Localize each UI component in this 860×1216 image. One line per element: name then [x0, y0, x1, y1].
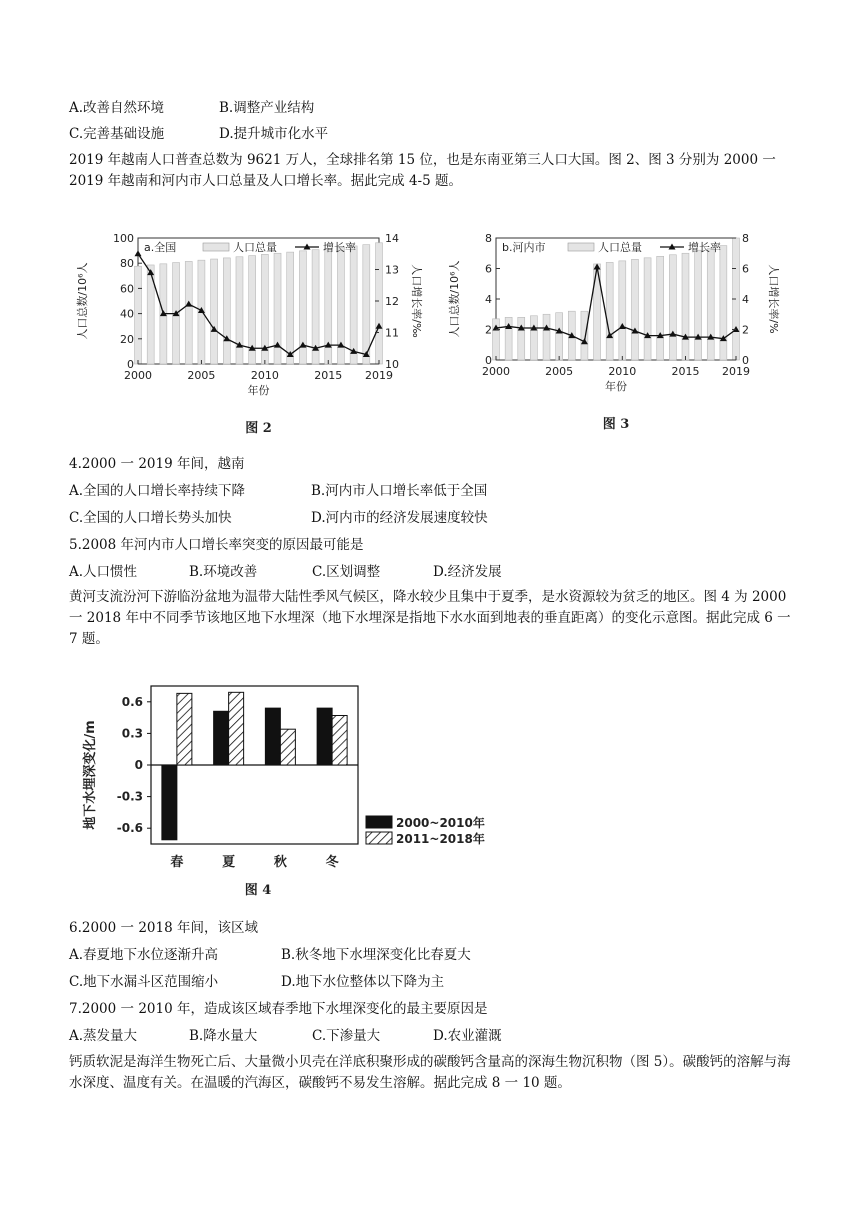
option-a: A.蒸发量大 [69, 1028, 138, 1044]
y-axis-tick-label: 0.3 [121, 726, 143, 741]
left-axis-tick-label: 60 [120, 282, 134, 296]
right-axis-tick-label: 10 [385, 358, 399, 371]
bar-2000-2010 [214, 711, 229, 765]
option-c: C.下渗量大 [312, 1028, 381, 1044]
population-bar [581, 311, 588, 360]
legend-rate-label: 增长率 [688, 241, 721, 254]
population-bar [518, 317, 525, 360]
left-axis-tick-label: 2 [485, 323, 492, 337]
population-bar [556, 313, 563, 360]
q6-stem: 6.2000 一 2018 年间，该区域 [69, 920, 258, 936]
option-b: B.环境改善 [189, 564, 258, 580]
option-b: B.降水量大 [189, 1028, 258, 1044]
legend-population-label: 人口总量 [233, 241, 277, 254]
figure-caption: 图 3 [602, 417, 630, 432]
figure-4-chart [78, 676, 498, 904]
population-bar [363, 245, 370, 364]
right-axis-tick-label: 11 [385, 326, 399, 340]
bar-2011-2018 [177, 693, 192, 765]
y-axis-tick-label: -0.3 [116, 789, 143, 804]
population-bar [657, 256, 664, 360]
right-axis-tick-label: 8 [742, 232, 749, 245]
population-bar [720, 246, 727, 360]
y-axis-tick-label: 0.6 [121, 694, 143, 709]
option-c: C.区划调整 [312, 564, 381, 580]
q4-options-row2 [69, 509, 488, 527]
left-axis-tick-label: 0 [485, 354, 492, 367]
q5-options [69, 563, 502, 581]
x-axis-tick-label: 2010 [608, 365, 637, 378]
x-axis-tick-label: 2005 [545, 365, 574, 378]
q4-stem: 4.2000 一 2019 年间，越南 [69, 456, 245, 472]
left-axis-tick-label: 20 [120, 332, 134, 346]
category-label: 春 [170, 855, 184, 870]
population-bar [707, 249, 714, 360]
y-axis-tick-label: 0 [134, 758, 143, 772]
legend-rate-label: 增长率 [323, 241, 356, 254]
right-axis-tick-label: 14 [385, 232, 399, 245]
legend-population-label: 人口总量 [598, 241, 642, 254]
population-bar [287, 252, 294, 364]
left-axis-title: 人口总数/10⁶人 [448, 260, 461, 338]
figure-3-chart [448, 210, 798, 442]
intro-4-5: 2019 年越南人口普查总数为 9621 万人，全球排名第 15 位，也是东南亚第三人口大国。图 2、图 3 分别为 2000 一 2019 年越南和河内市人口总量及人口增长率。据此完成 4-5 题。 [69, 152, 776, 189]
legend-population-swatch [568, 243, 594, 251]
x-axis-tick-label: 2005 [187, 369, 216, 382]
right-axis-tick-label: 13 [385, 263, 399, 277]
population-bar [543, 314, 550, 360]
option-c: C.完善基础设施 [69, 126, 165, 142]
left-axis-tick-label: 6 [485, 262, 492, 276]
right-axis-title: 人口增长率/‰ [410, 264, 423, 338]
left-axis-title: 人口总数/10⁶人 [76, 262, 89, 340]
left-axis-tick-label: 8 [485, 232, 492, 245]
population-bar [376, 243, 383, 364]
x-axis-tick-label: 2000 [482, 365, 510, 378]
q3-options-row1 [69, 99, 314, 117]
q7-stem: 7.2000 一 2010 年，造成该区域春季地下水埋深变化的最主要原因是 [69, 1001, 488, 1017]
x-axis-tick-label: 2010 [250, 369, 279, 382]
legend-2000-2010-swatch [366, 816, 392, 828]
option-d: D.经济发展 [433, 564, 502, 580]
figure-caption: 图 4 [244, 883, 272, 898]
right-axis-tick-label: 0 [742, 354, 749, 367]
bar-2011-2018 [332, 715, 347, 765]
left-axis-tick-label: 100 [113, 232, 134, 245]
option-b: B.河内市人口增长率低于全国 [311, 483, 488, 499]
legend-population-swatch [203, 243, 229, 251]
figure-2-chart [68, 212, 448, 444]
option-b: B.调整产业结构 [219, 100, 315, 116]
bar-2011-2018 [229, 692, 244, 765]
option-d: D.农业灌溉 [433, 1028, 502, 1044]
option-c: C.全国的人口增长势头加快 [69, 510, 232, 526]
q6-options-row2 [69, 973, 444, 991]
left-axis-tick-label: 80 [120, 257, 134, 271]
figure-caption: 图 2 [245, 421, 272, 436]
panel-label: a.全国 [144, 241, 177, 254]
x-axis-tick-label: 2015 [671, 365, 700, 378]
x-axis-tick-label: 2000 [124, 369, 152, 382]
option-d: D.河内市的经济发展速度较快 [311, 510, 488, 526]
legend-2000-2010-label: 2000~2010年 [396, 816, 485, 830]
y-axis-tick-label: -0.6 [116, 821, 143, 836]
right-axis-tick-label: 2 [742, 323, 749, 337]
population-bar [223, 258, 230, 364]
q3-options-row2 [69, 125, 328, 143]
x-axis-tick-label: 2015 [314, 369, 343, 382]
population-bar [236, 257, 243, 364]
option-a: A.改善自然环境 [69, 100, 165, 116]
q5-stem: 5.2008 年河内市人口增长率突变的原因最可能是 [69, 537, 364, 553]
population-bar [211, 259, 218, 364]
population-bar [631, 259, 638, 360]
category-label: 秋 [273, 855, 287, 870]
x-axis-tick-label: 2019 [365, 369, 393, 382]
legend-2011-2018-swatch [366, 832, 392, 844]
y-axis-title: 地下水埋深变化/m [83, 720, 98, 830]
bar-2000-2010 [265, 708, 280, 765]
population-bar [644, 258, 651, 360]
population-bar [350, 246, 357, 364]
option-a: A.全国的人口增长率持续下降 [69, 483, 246, 499]
option-c: C.地下水漏斗区范围缩小 [69, 974, 219, 990]
bar-2000-2010 [162, 765, 177, 840]
bar-2000-2010 [317, 708, 332, 765]
right-axis-title: 人口增长率/% [767, 264, 780, 334]
category-label: 夏 [222, 855, 236, 870]
q7-options [69, 1027, 502, 1045]
x-axis-title: 年份 [247, 384, 270, 397]
intro-8-10: 钙质软泥是海洋生物死亡后、大量微小贝壳在洋底积聚形成的碳酸钙含量高的深海生物沉积物（图 5）。碳酸钙的溶解与海水深度、温度有关。在温暖的汽海区，碳酸钙不易发生溶解。据此完成 8 一 10 题。 [69, 1054, 791, 1091]
right-axis-tick-label: 6 [742, 262, 749, 276]
intro-6-7: 黄河支流汾河下游临汾盆地为温带大陆性季风气候区，降水较少且集中于夏季，是水资源较为贫乏的地区。图 4 为 2000 一 2018 年中不同季节该地区地下水埋深（地下水埋深是指地下水水面到地表的垂直距离）的变化示意图。据此完成 6 一 7 题。 [69, 589, 791, 647]
population-bar [530, 316, 537, 360]
option-a: A.人口惯性 [69, 564, 138, 580]
q4-options-row1 [69, 482, 487, 500]
population-bar [606, 262, 613, 360]
category-label: 冬 [325, 855, 339, 870]
population-bar [185, 261, 192, 364]
option-a: A.春夏地下水位逐渐升高 [69, 947, 219, 963]
left-axis-tick-label: 40 [120, 307, 134, 321]
population-bar [619, 261, 626, 360]
population-bar [135, 266, 142, 364]
q6-options-row1 [69, 946, 471, 964]
right-axis-tick-label: 12 [385, 295, 399, 308]
option-b: B.秋冬地下水埋深变化比春夏大 [281, 947, 471, 963]
x-axis-title: 年份 [605, 380, 627, 393]
option-d: D.地下水位整体以下降为主 [281, 974, 445, 990]
x-axis-tick-label: 2019 [722, 365, 750, 378]
right-axis-tick-label: 4 [742, 293, 749, 306]
population-bar [682, 253, 689, 360]
option-d: D.提升城市化水平 [219, 126, 329, 142]
left-axis-tick-label: 0 [127, 358, 134, 371]
population-bar [669, 255, 676, 360]
panel-label: b.河内市 [502, 241, 546, 254]
bar-2011-2018 [280, 729, 295, 765]
growth-rate-point [135, 250, 142, 256]
legend-2011-2018-label: 2011~2018年 [396, 832, 485, 846]
population-bar [695, 250, 702, 360]
left-axis-tick-label: 4 [485, 293, 492, 306]
